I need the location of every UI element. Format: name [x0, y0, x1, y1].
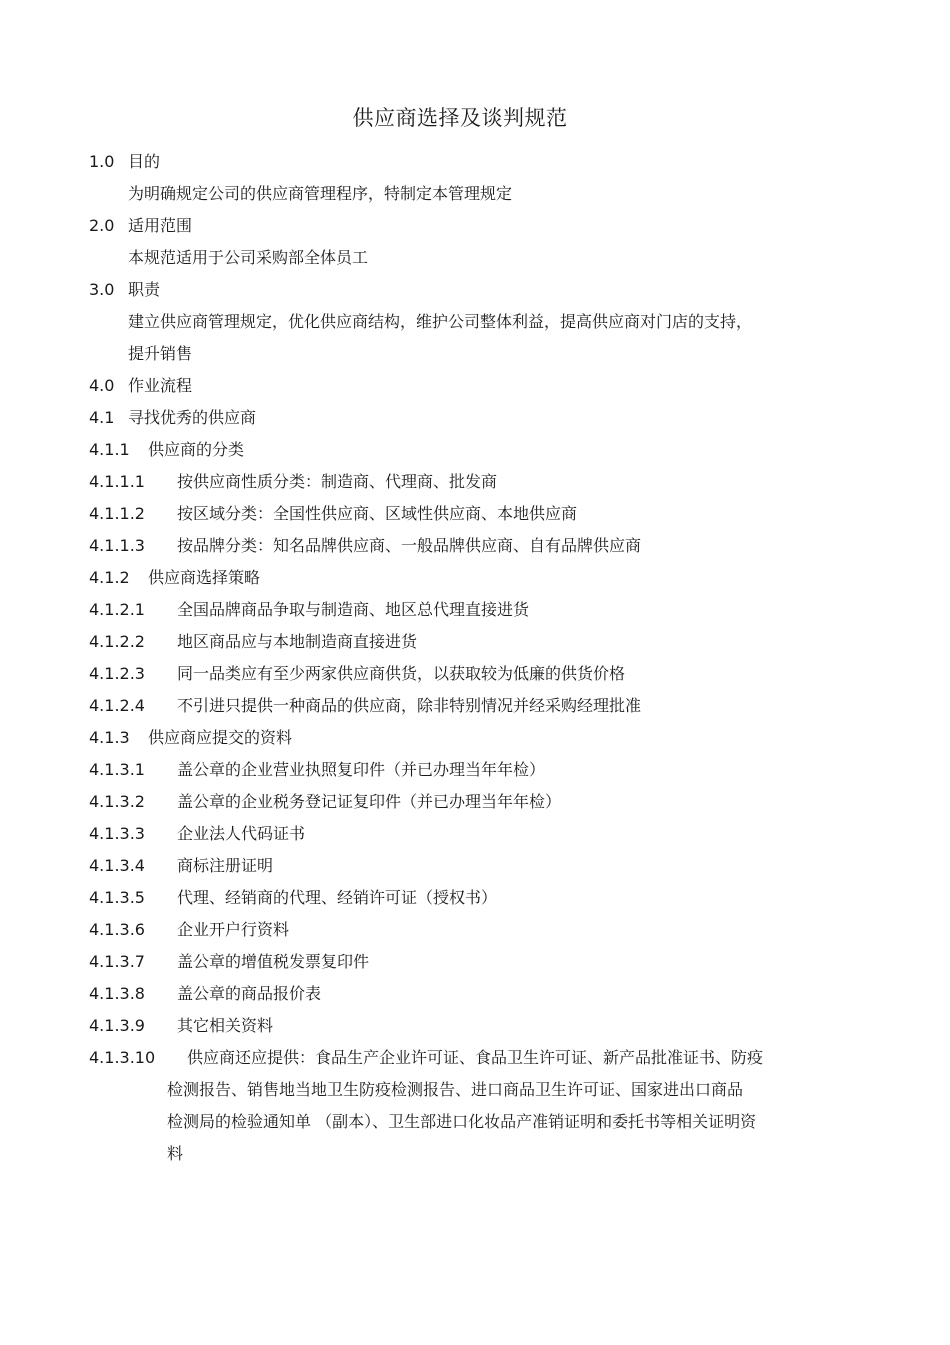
item-number: 4.1.1.2: [89, 504, 145, 523]
section-title: 职责: [128, 280, 161, 299]
item-text: 按区域分类：全国性供应商、区域性供应商、本地供应商: [177, 504, 578, 523]
item-text: 盖公章的企业营业执照复印件（并已办理当年年检）: [177, 760, 546, 779]
item-number: 4.1.2: [89, 568, 130, 587]
list-item: [89, 882, 849, 914]
item-text-line: 检测局的检验通知单 （副本）、卫生部进口化妆品产准销证明和委托书等相关证明资: [167, 1112, 757, 1131]
list-item: [89, 562, 849, 594]
list-item: [89, 594, 849, 626]
section-body: 本规范适用于公司采购部全体员工: [128, 248, 369, 267]
item-number: 4.1.3.7: [89, 952, 145, 971]
item-number: 4.1.3.6: [89, 920, 145, 939]
section-body-line: 提升销售: [128, 344, 193, 363]
item-number: 4.1.3.8: [89, 984, 145, 1003]
list-item: [89, 626, 849, 658]
item-text: 其它相关资料: [177, 1016, 274, 1035]
list-item: [89, 434, 849, 466]
item-number: 4.1.3.9: [89, 1016, 145, 1035]
item-number: 4.1: [89, 408, 115, 427]
item-number: 4.1.3.2: [89, 792, 145, 811]
list-item: [89, 498, 849, 530]
section-number: 2.0: [89, 216, 115, 235]
list-item: [89, 690, 849, 722]
item-number: 4.1.1.1: [89, 472, 145, 491]
item-text: 不引进只提供一种商品的供应商，除非特别情况并经采购经理批准: [177, 696, 642, 715]
list-item: [89, 754, 849, 786]
document-body: [89, 146, 849, 1170]
item-text: 盖公章的增值税发票复印件: [177, 952, 370, 971]
item-number: 4.1.3.4: [89, 856, 145, 875]
list-item: [89, 530, 849, 562]
list-item: [89, 1042, 849, 1170]
section-title: 作业流程: [128, 376, 193, 395]
list-item: [89, 914, 849, 946]
list-item: [89, 850, 849, 882]
item-text: 商标注册证明: [177, 856, 274, 875]
section-heading: [89, 146, 849, 178]
item-text: 供应商的分类: [148, 440, 245, 459]
item-number: 4.1.1: [89, 440, 130, 459]
item-number: 4.1.3.5: [89, 888, 145, 907]
item-text: [167, 1042, 837, 1170]
item-text-line: 供应商还应提供：食品生产企业许可证、食品卫生许可证、新产品批准证书、防疫: [187, 1048, 764, 1067]
item-text: 盖公章的商品报价表: [177, 984, 322, 1003]
page-title: 供应商选择及谈判规范: [352, 106, 568, 130]
procedure-list: [89, 402, 849, 1042]
item-text: 地区商品应与本地制造商直接进货: [177, 632, 418, 651]
section-heading: [89, 274, 849, 306]
section-number: 1.0: [89, 152, 115, 171]
section-number: 4.0: [89, 376, 115, 395]
item-text: 供应商应提交的资料: [148, 728, 293, 747]
section-body: [89, 306, 849, 370]
list-item: [89, 946, 849, 978]
list-item: [89, 786, 849, 818]
item-number: 4.1.2.4: [89, 696, 145, 715]
item-text: 寻找优秀的供应商: [128, 408, 257, 427]
list-item: [89, 818, 849, 850]
section-heading: [89, 210, 849, 242]
item-text-line: 料: [167, 1144, 184, 1163]
item-number: 4.1.1.3: [89, 536, 145, 555]
list-item: [89, 722, 849, 754]
item-number: 4.1.2.1: [89, 600, 145, 619]
section-title: 适用范围: [128, 216, 193, 235]
list-item: [89, 658, 849, 690]
list-item: [89, 402, 849, 434]
item-text: 盖公章的企业税务登记证复印件（并已办理当年年检）: [177, 792, 562, 811]
item-number: 4.1.3.1: [89, 760, 145, 779]
item-text: 企业法人代码证书: [177, 824, 306, 843]
list-item: [89, 466, 849, 498]
item-number: 4.1.2.2: [89, 632, 145, 651]
list-item: [89, 978, 849, 1010]
section-title: 目的: [128, 152, 161, 171]
section-body-line: 建立供应商管理规定，优化供应商结构，维护公司整体利益，提高供应商对门店的支持，: [128, 312, 753, 331]
section-heading: [89, 370, 849, 402]
item-text: 按品牌分类：知名品牌供应商、一般品牌供应商、自有品牌供应商: [177, 536, 642, 555]
item-text: 代理、经销商的代理、经销许可证（授权书）: [177, 888, 498, 907]
section-body: 为明确规定公司的供应商管理程序，特制定本管理规定: [128, 184, 513, 203]
item-text-line: 检测报告、销售地当地卫生防疫检测报告、进口商品卫生许可证、国家进出口商品: [167, 1080, 744, 1099]
item-number: 4.1.3: [89, 728, 130, 747]
item-text: 企业开户行资料: [177, 920, 290, 939]
item-number: 4.1.2.3: [89, 664, 145, 683]
item-number: 4.1.3.3: [89, 824, 145, 843]
item-text: 同一品类应有至少两家供应商供货，以获取较为低廉的供货价格: [177, 664, 626, 683]
item-number: 4.1.3.10: [89, 1048, 156, 1067]
list-item: [89, 1010, 849, 1042]
item-text: 按供应商性质分类：制造商、代理商、批发商: [177, 472, 498, 491]
item-text: 全国品牌商品争取与制造商、地区总代理直接进货: [177, 600, 530, 619]
item-text: 供应商选择策略: [148, 568, 261, 587]
section-number: 3.0: [89, 280, 115, 299]
